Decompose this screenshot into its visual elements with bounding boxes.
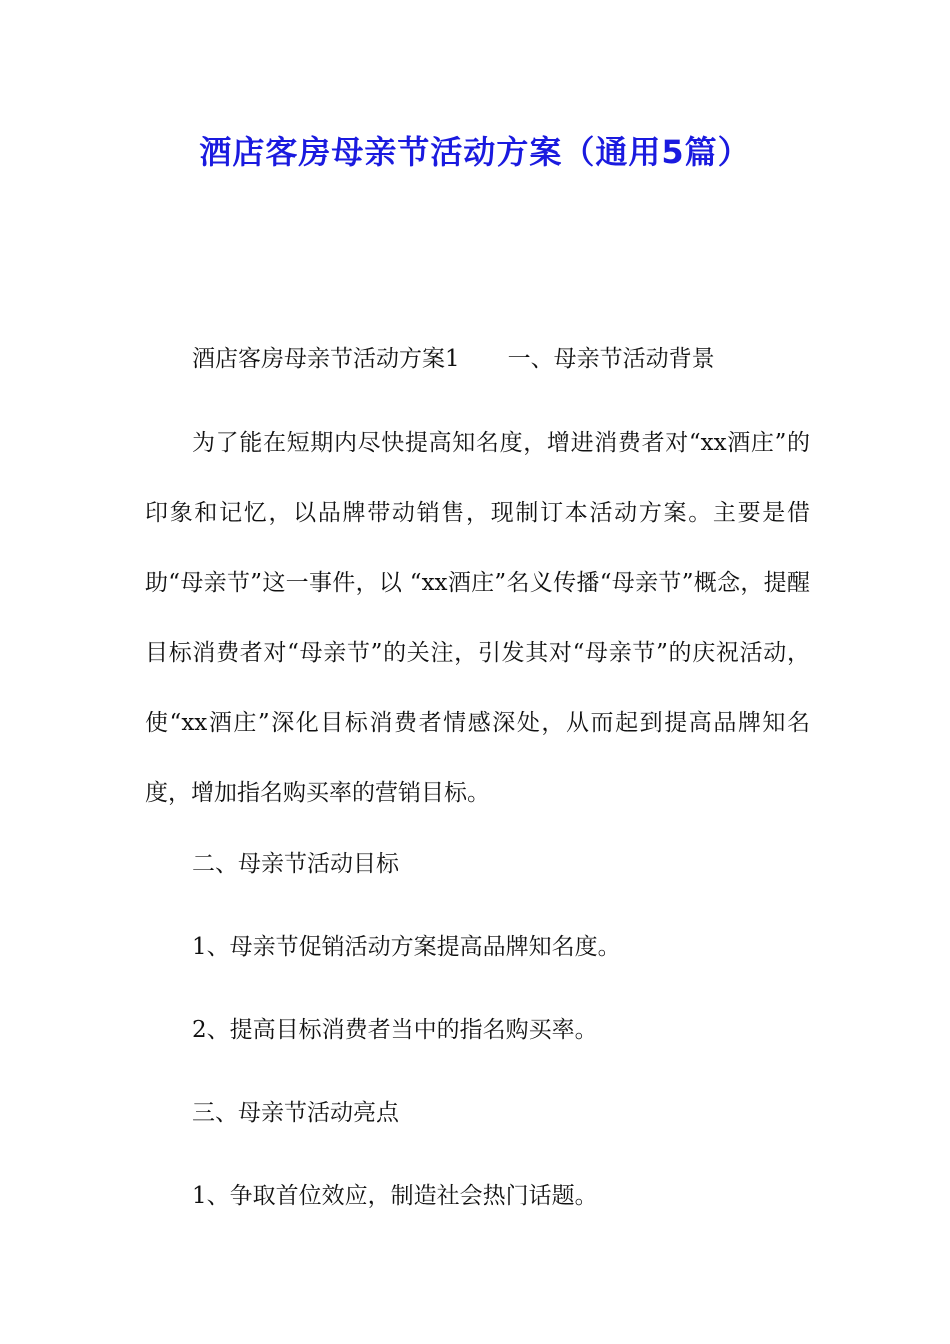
paragraph-background: 为了能在短期内尽快提高知名度，增进消费者对“xx酒庄”的印象和记忆，以品牌带动销售，现制订本活动方案。主要是借助“母亲节”这一事件，以 “xx酒庄”名义传播“母亲节”概念，提醒目标消费者对“母亲节”的关注，引发其对“母亲节”的庆祝活动，使“xx酒庄”深化目标消费者情感深处，从而起到提高品牌知名度，增加指名购买率的营销目标。 [145,430,810,806]
highlight-item-1: 1、争取首位效应，制造社会热门话题。 [192,1183,598,1209]
section-heading-line [145,335,810,383]
section-heading-goals: 二、母亲节活动目标 [192,851,399,877]
section-heading-background: 一、母亲节活动背景 [507,346,715,372]
document-title: 酒店客房母亲节活动方案（通用5篇） [199,133,751,171]
goal-item-2: 2、提高目标消费者当中的指名购买率。 [192,1017,598,1043]
plan-heading: 酒店客房母亲节活动方案1 [192,346,460,372]
section-heading-highlights: 三、母亲节活动亮点 [192,1100,399,1126]
goal-item-1: 1、母亲节促销活动方案提高品牌知名度。 [192,934,621,960]
document-body [145,335,810,1255]
